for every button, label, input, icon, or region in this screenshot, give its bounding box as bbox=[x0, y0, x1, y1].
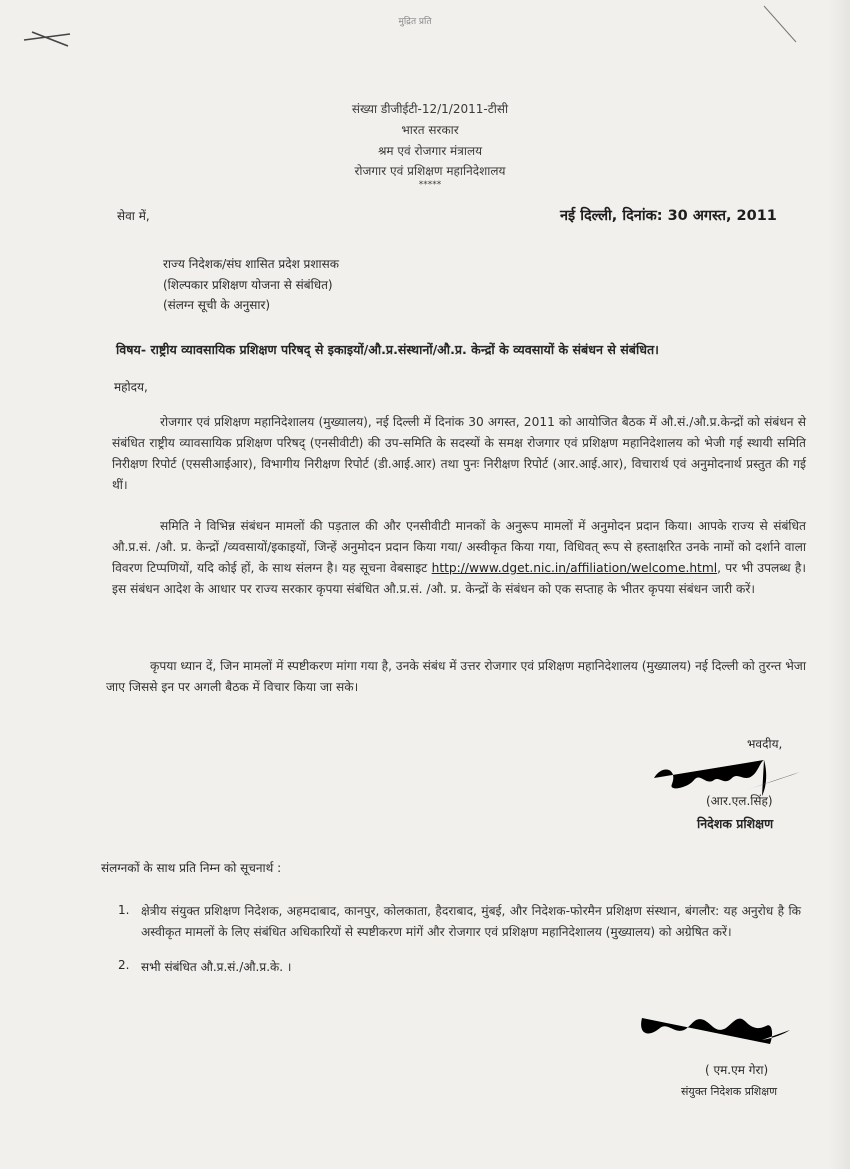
second-signatory-designation: संयुक्त निदेशक प्रशिक्षण bbox=[681, 1085, 778, 1098]
ministry-line: श्रम एवं रोजगार मंत्रालय bbox=[377, 144, 483, 158]
copy-item-text-1: क्षेत्रीय संयुक्त प्रशिक्षण निदेशक, अहमदाबाद, कानपुर, कोलकाता, हैदराबाद, मुंबई, और निदेशक-फोरमैन प्रशिक्षण संस्थान, बंगलौर: यह अनुरोध है कि अस्वीकृत मामलों के लिए संबंधित अधिकारियों से स्पष्टीकरण मांगें और रोजगार एवं प्रशिक्षण महानिदेशालय (मुख्यालय) को अग्रेषित करें। bbox=[141, 904, 801, 939]
header-stars: ***** bbox=[418, 180, 442, 190]
yours-faithfully: भवदीय, bbox=[747, 737, 783, 751]
government-line: भारत सरकार bbox=[401, 123, 459, 137]
copy-item-number-2: 2. bbox=[118, 958, 130, 972]
scan-edge-shadow bbox=[828, 0, 850, 1169]
salutation: महोदय, bbox=[114, 380, 148, 394]
to-label: सेवा में, bbox=[117, 209, 150, 223]
addressee-line-1: राज्य निदेशक/संघ शासित प्रदेश प्रशासक bbox=[163, 257, 339, 271]
signatory-name: (आर.एल.सिंह) bbox=[706, 794, 773, 808]
second-signatory-name: ( एम.एम गेरा) bbox=[705, 1063, 769, 1077]
copy-item-number-1: 1. bbox=[118, 903, 130, 917]
directorate-line: रोजगार एवं प्रशिक्षण महानिदेशालय bbox=[354, 164, 506, 178]
paragraph-2-part-b: , पर भी उपलब्ध है। इस संबंधन आदेश के आधार पर राज्य सरकार कृपया संबंधित औ.प्र.सं. /औ. प्र. केन्द्रों के संबंधन को एक सप्ताह के भीतर कृपया संबंधन जारी करें। bbox=[112, 561, 806, 596]
fold-mark-icon bbox=[760, 4, 800, 44]
copy-item-text-2: सभी संबंधित औ.प्र.सं./औ.प्र.के. । bbox=[141, 960, 292, 974]
pen-mark-icon bbox=[22, 28, 74, 50]
signature-mm-gera bbox=[634, 1004, 794, 1052]
paragraph-3: कृपया ध्यान दें, जिन मामलों में स्पष्टीकरण मांगा गया है, उनके संबंध में उत्तर रोजगार एवं प्रशिक्षण महानिदेशालय (मुख्यालय) नई दिल्ली को तुरन्त भेजा जाए जिससे इन पर अगली बैठक में विचार किया जा सके। bbox=[106, 659, 806, 694]
reference-number: संख्या डीजीईटी-12/1/2011-टीसी bbox=[351, 102, 509, 116]
paragraph-2 bbox=[112, 516, 806, 600]
addressee-line-2: (शिल्पकार प्रशिक्षण योजना से संबंधित) bbox=[163, 278, 333, 292]
copy-to-label: संलग्नकों के साथ प्रति निम्न को सूचनार्थ : bbox=[101, 861, 282, 875]
subject-line: विषय- राष्ट्रीय व्यावसायिक प्रशिक्षण परिषद् से इकाइयों/औ.प्र.संस्थानों/औ.प्र. केन्द्रों के व्यवसायों के संबंधन से संबंधित। bbox=[116, 342, 659, 357]
top-stamp: मुद्रित प्रति bbox=[398, 17, 432, 27]
paragraph-1: रोजगार एवं प्रशिक्षण महानिदेशालय (मुख्यालय), नई दिल्ली में दिनांक 30 अगस्त, 2011 को आयोजित बैठक में औ.सं./औ.प्र.केन्द्रों को संबंधन से संबंधित राष्ट्रीय व्यावसायिक प्रशिक्षण परिषद् (एनसीवीटी) की उप-समिति के सदस्यों के समक्ष रोजगार एवं प्रशिक्षण महानिदेशालय को भेजी गई स्थायी समिति निरीक्षण रिपोर्ट (एससीआईआर), विभागीय निरीक्षण रिपोर्ट (डी.आई.आर) तथा पुनः निरीक्षण रिपोर्ट (आर.आई.आर), विचारार्थ एवं अनुमोदनार्थ प्रस्तुत की गई थीं। bbox=[112, 415, 806, 492]
affiliation-website-link[interactable]: http://www.dget.nic.in/affiliation/welcome.html bbox=[431, 561, 718, 575]
addressee-line-3: (संलग्न सूची के अनुसार) bbox=[163, 298, 271, 312]
signatory-designation: निदेशक प्रशिक्षण bbox=[697, 816, 774, 831]
paragraph-2-part-a: समिति ने विभिन्न संबंधन मामलों की पड़ताल की और एनसीवीटी मानकों के अनुरूप मामलों में अनुमोदन प्रदान किया। आपके राज्य से संबंधित औ.प्र.सं. /औ. प्र. केन्द्रों /व्यवसायों/इकाइयों, जिन्हें अनुमोदन प्रदान किया गया/ अस्वीकृत किया गया, विधिवत् रूप से हस्ताक्षरित उनके नामों को दर्शाने वाला विवरण टिप्पणियों, यदि कोई हों, के साथ संलग्न है। यह सूचना वेबसाइट bbox=[112, 519, 806, 575]
place-date: नई दिल्ली, दिनांक: 30 अगस्त, 2011 bbox=[560, 208, 777, 224]
